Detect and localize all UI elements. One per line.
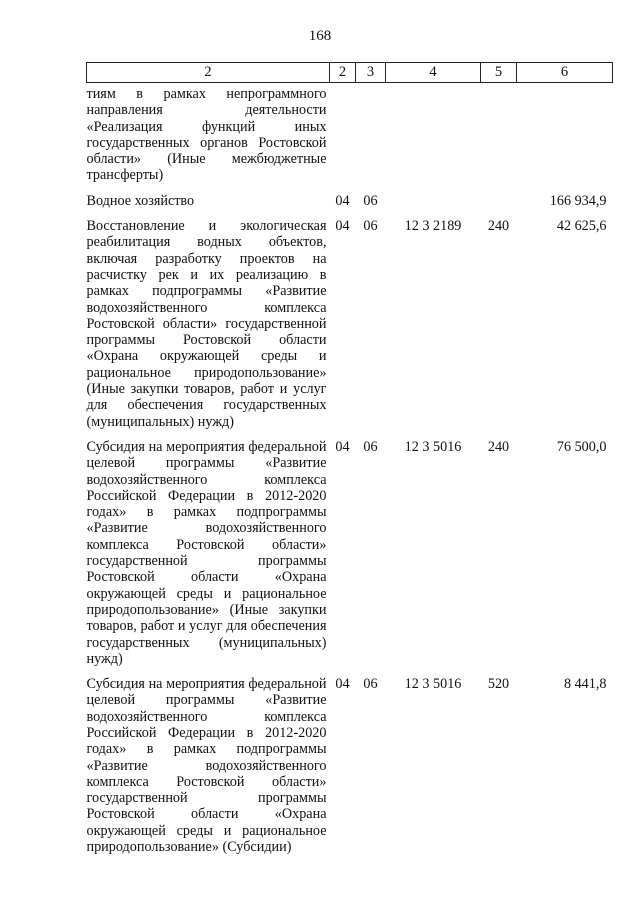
table-row [87,218,613,439]
column-header-expense-type: 5 [481,63,517,83]
row-amount: 76 500,0 [556,438,607,455]
header-row [87,63,613,83]
row-amount: 166 934,9 [549,192,607,209]
row-section: 04 [335,676,350,693]
row-amount [517,83,613,193]
row-name: Водное хозяйство [86,192,195,209]
column-header-subsection: 3 [356,63,386,83]
row-section [330,83,356,193]
table-row [87,676,613,855]
row-name: Субсидия на мероприятия федеральной целевой программы «Развитие водохозяйственного комплекса Российской Федерации в 2012-2020 годах» в рамках подпрограммы «Развитие водохозяйственного комплекса Ростовской области» государственной программы Ростовской области «Охрана окружающей среды и рациональное природопользование» (Субсидии) [86,676,327,856]
row-subsection: 06 [363,676,378,693]
row-expense-type [481,193,517,218]
row-target-article [386,193,481,218]
row-amount: 42 625,6 [556,218,607,235]
row-name: тиям в рамках непрограммного направления деятельности «Реализация функций иных государственных органов Ростовской области» (Иные межбюджетные трансферты) [86,86,327,184]
row-subsection: 06 [363,218,378,235]
column-header-amount: 6 [517,63,613,83]
column-header-section: 2 [330,63,356,83]
row-name: Восстановление и экологическая реабилитация водных объектов, включая разработку проектов на расчистку рек и их реализацию в рамках подпрограммы «Развитие водохозяйственного комплекса Ростовской области» государственной программы Ростовской области «Охрана окружающей среды и рациональное природопользование» (Иные закупки товаров, работ и услуг для обеспечения государственных (муниципальных) нужд) [86,218,327,430]
row-target-article: 12 3 2189 [404,218,462,235]
table-row [87,193,613,218]
row-target-article: 12 3 5016 [404,438,462,455]
row-section: 04 [335,438,350,455]
row-expense-type: 520 [487,676,510,693]
row-name: Субсидия на мероприятия федеральной целевой программы «Развитие водохозяйственного комплекса Российской Федерации в 2012-2020 годах» в рамках подпрограммы «Развитие водохозяйственного комплекса Ростовской области» государственной программы Ростовской области «Охрана окружающей среды и рациональное природопользование» (Иные закупки товаров, работ и услуг для обеспечения государственных (муниципальных) нужд) [86,438,327,667]
row-section: 04 [335,192,350,209]
row-expense-type [481,83,517,193]
row-expense-type: 240 [487,218,510,235]
row-section: 04 [335,218,350,235]
page-number: 168 [308,28,332,44]
budget-table [86,62,613,855]
row-subsection [356,83,386,193]
row-subsection: 06 [363,438,378,455]
row-amount: 8 441,8 [563,676,607,693]
column-header-target-article: 4 [386,63,481,83]
column-header-name: 2 [87,63,330,83]
table-row [87,439,613,676]
table-row [87,83,613,193]
row-target-article [386,83,481,193]
row-target-article: 12 3 5016 [404,676,462,693]
row-subsection: 06 [363,192,378,209]
row-expense-type: 240 [487,438,510,455]
